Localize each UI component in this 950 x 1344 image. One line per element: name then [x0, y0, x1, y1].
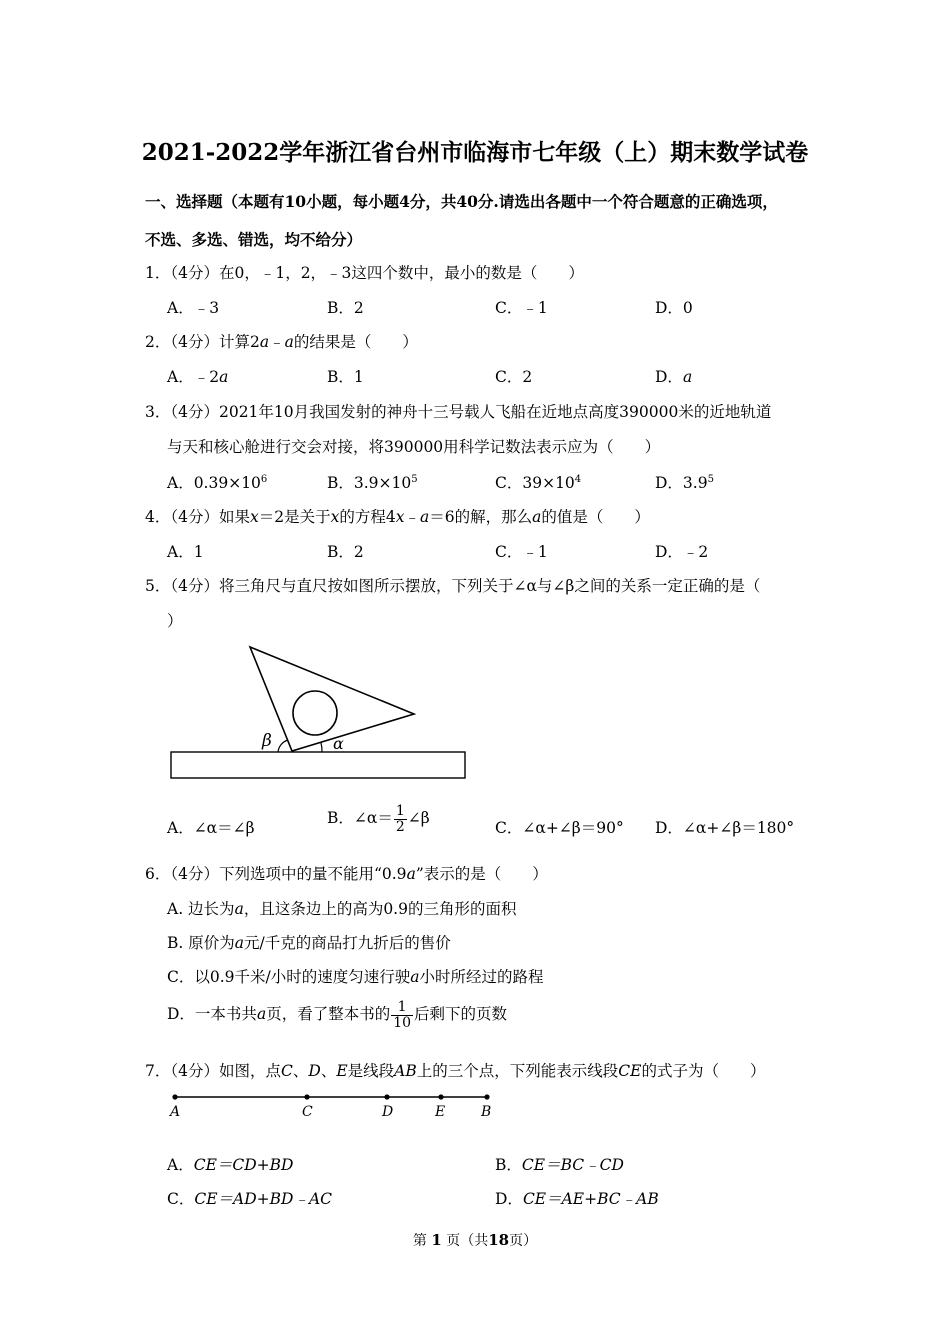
q7-option-c: C．CE＝AD+BD﹣AC — [167, 1190, 333, 1208]
q1-stem: 1．（4分）在0，﹣1，2，﹣3这四个数中，最小的数是（ ） — [145, 264, 584, 282]
q5-stem-line1: 5．（4分）将三角尺与直尺按如图所示摆放，下列关于∠α与∠β之间的关系一定正确的是（ — [145, 577, 761, 595]
point-e — [438, 1094, 443, 1099]
label-c: C — [302, 1104, 313, 1120]
straight-ruler — [171, 752, 465, 778]
q5-stem-line2: ） — [167, 612, 183, 630]
q7-option-b: B．CE＝BC﹣CD — [495, 1156, 624, 1174]
label-beta: β — [262, 731, 272, 751]
q5-fraction: $\frac{1}{2}$ — [395, 803, 405, 835]
q4-option-d: D．﹣2 — [655, 543, 709, 561]
page-title: 2021-2022学年浙江省台州市临海市七年级（上）期末数学试卷 — [141, 139, 809, 166]
point-d — [384, 1094, 389, 1099]
q3-stem-line1: 3．（4分）2021年10月我国发射的神舟十三号载人飞船在近地点高度390000米的近地轨道 — [145, 403, 772, 421]
label-a: A — [170, 1104, 181, 1120]
q7-option-d: D．CE＝AE+BC﹣AB — [495, 1190, 659, 1208]
q6-option-d: D．一本书共a页，看了整本书的 $\frac{1}{10}$ 后剩下的页数 — [167, 999, 508, 1031]
label-d: D — [382, 1104, 394, 1120]
q7-option-a: A．CE＝CD+BD — [167, 1156, 294, 1174]
q3-option-d: D．$3.9^5$ — [655, 474, 714, 492]
q5-figure-triangle-ruler — [170, 645, 470, 785]
q5-option-d: D．∠α+∠β＝180° — [655, 819, 795, 837]
q6-fraction: $\frac{1}{10}$ — [393, 999, 412, 1031]
point-a — [172, 1094, 177, 1099]
q3-option-b: B．$3.9\times 10^5$ — [327, 474, 418, 492]
q2-option-c: C．2 — [495, 368, 533, 386]
q2-option-d: D．a — [655, 368, 693, 386]
q2-stem: 2．（4分）计算2a﹣a的结果是（ ） — [145, 333, 418, 351]
label-e: E — [435, 1104, 446, 1120]
alpha-arc — [321, 743, 322, 752]
q7-stem: 7．（4分）如图，点C、D、E是线段AB上的三个点，下列能表示线段CE的式子为（ ） — [145, 1062, 766, 1080]
beta-arc — [278, 740, 288, 752]
q6-option-c: C．以0.9千米/小时的速度匀速行驶a小时所经过的路程 — [167, 968, 544, 986]
section-header-line1: 一、选择题（本题有10小题，每小题4分，共40分.请选出各题中一个符合题意的正确选项， — [145, 192, 778, 211]
q6-stem: 6．（4分）下列选项中的量不能用“0.9a”表示的是（ ） — [145, 865, 548, 883]
q1-option-a: A．﹣3 — [167, 299, 220, 317]
q1-option-d: D．0 — [655, 299, 693, 317]
point-b — [484, 1094, 489, 1099]
q4-option-b: B．2 — [327, 543, 364, 561]
q6-option-a: A. 边长为a，且这条边上的高为0.9的三角形的面积 — [167, 900, 517, 918]
q5-option-c: C．∠α+∠β＝90° — [495, 819, 624, 837]
q6-option-b: B. 原价为a元/千克的商品打九折后的售价 — [167, 934, 451, 952]
q4-stem: 4．（4分）如果x＝2是关于x的方程4x﹣a＝6的解，那么a的值是（ ） — [145, 508, 650, 526]
triangle-hole — [293, 691, 337, 735]
label-alpha: α — [333, 734, 344, 753]
q3-option-c: C．$39\times 10^4$ — [495, 474, 582, 492]
q7-figure-segment — [165, 1088, 505, 1128]
section-header-line2: 不选、多选、错选，均不给分） — [145, 230, 363, 249]
q2-option-b: B．1 — [327, 368, 364, 386]
q5-option-a: A．∠α＝∠β — [167, 819, 255, 837]
page-footer: 第 1 页（共18页） — [412, 1231, 538, 1249]
q4-option-a: A．1 — [167, 543, 204, 561]
q3-option-a: A．$0.39\times 10^6$ — [167, 474, 268, 492]
q3-stem-line2: 与天和核心舱进行交会对接，将390000用科学记数法表示应为（ ） — [167, 438, 661, 456]
label-b: B — [481, 1104, 492, 1120]
point-c — [304, 1094, 309, 1099]
q1-option-c: C．﹣1 — [495, 299, 548, 317]
q2-option-a: A．﹣2a — [167, 368, 229, 386]
q4-option-c: C．﹣1 — [495, 543, 548, 561]
q5-option-b: B．∠α＝ $\frac{1}{2}$ ∠β — [327, 803, 430, 835]
q1-option-b: B．2 — [327, 299, 364, 317]
